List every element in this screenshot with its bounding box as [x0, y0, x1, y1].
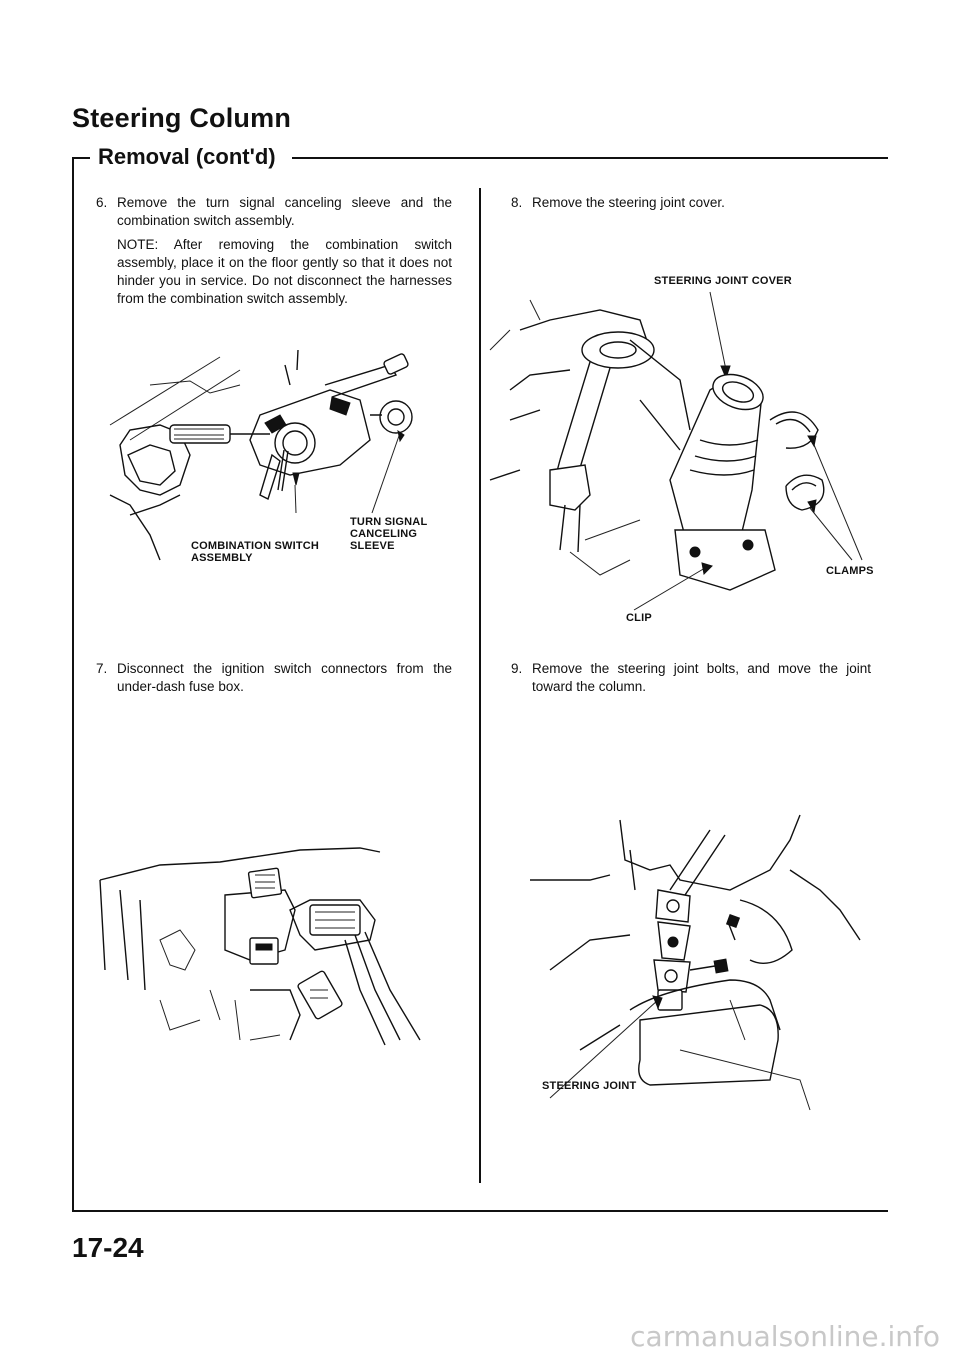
step-text: Remove the steering joint cover. [532, 195, 725, 210]
page-title: Steering Column [72, 103, 292, 133]
label-turn-signal-sleeve: TURN SIGNAL CANCELING SLEEVE [350, 516, 428, 552]
label-combination-switch: COMBINATION SWITCH ASSEMBLY [191, 540, 320, 564]
watermark: carmanualsonline.info [630, 1320, 940, 1353]
label-clamps: CLAMPS [826, 565, 874, 577]
subtitle-rule-right [292, 157, 888, 159]
note-text: NOTE: After removing the combination switch assembly, place it on the floor gently so that it does not hinder you in service. Do not disconnect the harnesses from the combination switch assembly. [117, 237, 452, 306]
step-number: 7. [96, 661, 108, 676]
steering-joint-illustration [530, 810, 870, 1110]
page-number: 17-24 [72, 1232, 144, 1263]
step-number: 9. [511, 661, 523, 676]
section-subtitle: Removal (cont'd) [98, 144, 276, 169]
steering-joint-cover-illustration [490, 290, 890, 630]
step-text: Remove the steering joint bolts, and move the joint toward the column. [532, 661, 871, 694]
step-text: Remove the turn signal canceling sleeve and the combination switch assembly. [117, 195, 452, 228]
footer-rule [72, 1210, 888, 1212]
step-8 [511, 194, 871, 212]
label-steering-joint-cover: STEERING JOINT COVER [654, 275, 792, 287]
step-number: 6. [96, 195, 108, 210]
step-text: Disconnect the ignition switch connectors from the under-dash fuse box. [117, 661, 452, 694]
step-9 [511, 660, 871, 696]
subtitle-rule-left [72, 157, 90, 159]
label-steering-joint: STEERING JOINT [542, 1080, 637, 1092]
ignition-connectors-illustration [100, 840, 440, 1060]
step-number: 8. [511, 195, 523, 210]
step-7 [96, 660, 452, 696]
step-6 [96, 194, 452, 230]
left-margin-rule [72, 157, 74, 1211]
column-divider [479, 188, 481, 1183]
label-clip: CLIP [626, 612, 652, 624]
